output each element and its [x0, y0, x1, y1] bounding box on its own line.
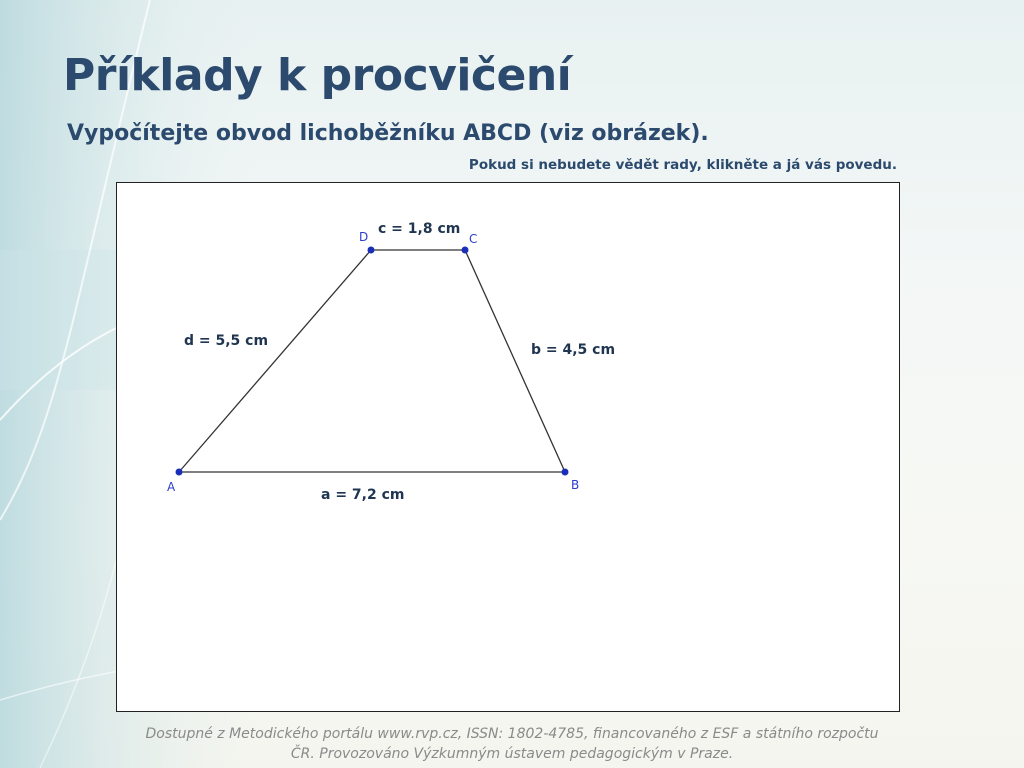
footer-line-2: ČR. Provozováno Výzkumným ústavem pedagogickým v Praze.: [290, 746, 734, 762]
task-subtitle: Vypočítejte obvod lichoběžníku ABCD (viz obrázek).: [67, 121, 709, 146]
side-label-b: b = 4,5 cm: [531, 342, 616, 358]
side-label-a: a = 7,2 cm: [321, 487, 405, 503]
page-title: Příklady k procvičení: [63, 50, 572, 101]
point-a: [176, 469, 183, 476]
point-d: [368, 247, 375, 254]
footer-line-1: Dostupné z Metodického portálu www.rvp.cz, ISSN: 1802-4785, financovaného z ESF a státního rozpočtu: [145, 726, 879, 742]
point-label-a: A: [167, 480, 176, 494]
hint-link[interactable]: Pokud si nebudete vědět rady, klikněte a já vás povedu.: [468, 157, 897, 173]
point-label-b: B: [571, 478, 580, 492]
side-label-c: c = 1,8 cm: [378, 221, 461, 237]
trapezoid-figure: [116, 182, 900, 712]
point-label-d: D: [359, 230, 369, 244]
point-b: [562, 469, 569, 476]
edge-da: [179, 250, 371, 472]
edge-bc: [465, 250, 565, 472]
footer-credit: [0, 724, 1024, 764]
point-c: [462, 247, 469, 254]
side-label-d: d = 5,5 cm: [184, 333, 269, 349]
point-label-c: C: [469, 232, 478, 246]
